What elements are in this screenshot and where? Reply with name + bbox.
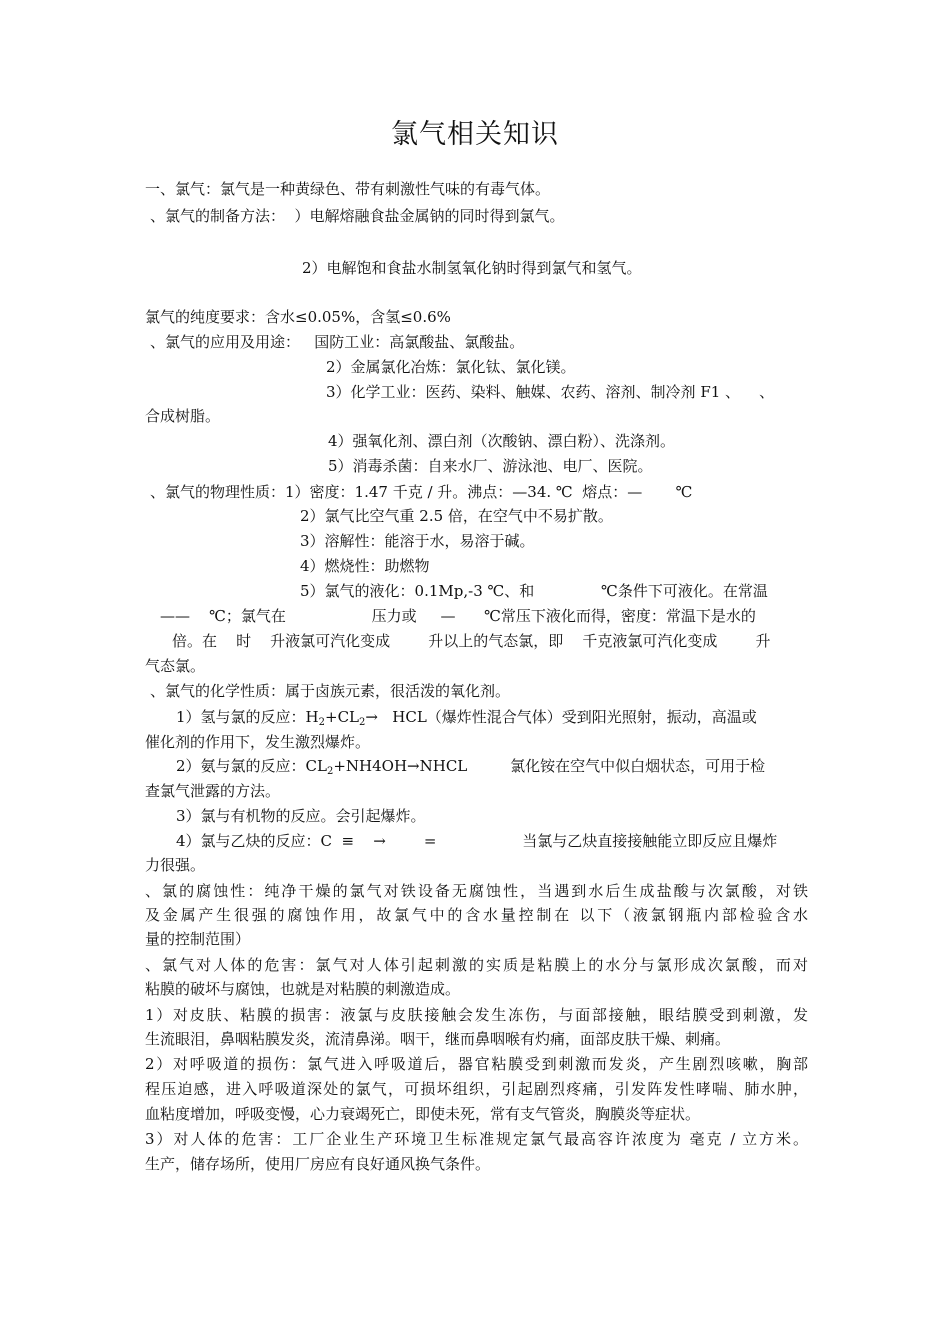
- text-line: 合成树脂。: [145, 407, 221, 425]
- text-line: 、氯气的应用及用途： 国防工业：高氯酸盐、氯酸盐。: [150, 333, 525, 351]
- text-line: 倍。在 时 升液氯可汽化变成 升以上的气态氯，即 千克液氯可汽化变成 升: [172, 632, 771, 650]
- text-line: 及金属产生很强的腐蚀作用，故氯气中的含水量控制在 以下（液氯钢瓶内部检验含水: [145, 906, 808, 924]
- subscript: 2: [326, 766, 334, 777]
- text-line: 氯气的纯度要求：含水≤0.05%，含氢≤0.6%: [145, 308, 451, 326]
- text-line: 1）对皮肤、粘膜的损害：液氯与皮肤接触会发生冻伤，与面部接触，眼结膜受到刺激，发: [145, 1006, 808, 1024]
- text-line: 3）对人体的危害：工厂企业生产环境卫生标准规定氯气最高容许浓度为 毫克 / 立方米。: [145, 1130, 808, 1148]
- text-segment: → HCL（爆炸性混合气体）受到阳光照射，振动，高温或: [365, 708, 757, 726]
- text-line: 2）金属氯化冶炼：氯化钛、氯化镁。: [326, 358, 576, 376]
- reaction-line-ammonia: [176, 755, 765, 777]
- reaction-line-hydrogen: [176, 706, 757, 728]
- text-line: 、氯气的物理性质：1）密度：1.47 千克 / 升。沸点：—34. ℃ 熔点：— ℃: [150, 483, 693, 501]
- text-line: 3）氯与有机物的反应。会引起爆炸。: [176, 807, 426, 825]
- text-line: 生流眼泪，鼻咽粘膜发炎，流清鼻涕。咽干，继而鼻咽喉有灼痛，面部皮肤干燥、刺痛。: [145, 1030, 731, 1048]
- text-line: 一、氯气：氯气是一种黄绿色、带有刺激性气味的有毒气体。: [145, 180, 551, 198]
- text-line: 、氯气的制备方法： ）电解熔融食盐金属钠的同时得到氯气。: [150, 207, 565, 225]
- document-title: 氯气相关知识: [391, 119, 559, 150]
- text-line: 、氯的腐蚀性：纯净干燥的氯气对铁设备无腐蚀性，当遇到水后生成盐酸与次氯酸，对铁: [145, 882, 808, 900]
- text-line: 2）氯气比空气重 2.5 倍，在空气中不易扩散。: [300, 507, 613, 525]
- text-line: 血粘度增加，呼吸变慢，心力衰竭死亡，即使未死，常有支气管炎，胸膜炎等症状。: [145, 1105, 701, 1123]
- text-line: 气态氯。: [145, 657, 206, 675]
- subscript: 2: [318, 717, 326, 728]
- text-line: 查氯气泄露的方法。: [145, 782, 281, 800]
- text-segment: +CL: [325, 708, 360, 726]
- text-line: 2）对呼吸道的损伤：氯气进入呼吸道后，器官粘膜受到刺激而发炎，产生剧烈咳嗽，胸部: [145, 1055, 808, 1073]
- text-line: 3）溶解性：能溶于水，易溶于碱。: [300, 532, 535, 550]
- text-line: 催化剂的作用下，发生激烈爆炸。: [145, 733, 371, 751]
- text-segment: 1）氢与氯的反应：H: [176, 708, 319, 726]
- text-line: 5）消毒杀菌：自来水厂、游泳池、电厂、医院。: [328, 457, 653, 475]
- text-line: 程压迫感，进入呼吸道深处的氯气，可损坏组织，引起剧烈疼痛，引发阵发性哮喘、肺水肿，: [145, 1080, 808, 1098]
- text-line: 5）氯气的液化：0.1Mp,-3 ℃、和 ℃条件下可液化。在常温: [300, 582, 768, 600]
- text-line: 粘膜的破坏与腐蚀，也就是对粘膜的刺激造成。: [145, 980, 461, 998]
- text-segment: +NH4OH→NHCL 氯化铵在空气中似白烟状态，可用于检: [333, 757, 766, 775]
- subscript: 2: [359, 717, 366, 728]
- text-line: 4）强氧化剂、漂白剂（次酸钠、漂白粉）、洗涤剂。: [328, 432, 676, 450]
- text-line: 2）电解饱和食盐水制氢氧化钠时得到氯气和氢气。: [302, 259, 642, 277]
- text-line: 力很强。: [145, 856, 206, 874]
- text-line: 4）燃烧性：助燃物: [300, 557, 430, 575]
- text-line: 、氯气的化学性质：属于卤族元素，很活泼的氧化剂。: [150, 682, 511, 700]
- text-line: 3）化学工业：医药、染料、触媒、农药、溶剂、制冷剂 F1 、 、: [326, 383, 775, 401]
- text-line: 4）氯与乙炔的反应：C ≡ → = 当氯与乙炔直接接触能立即反应且爆炸: [176, 832, 778, 850]
- text-line: 量的控制范围）: [145, 930, 251, 948]
- text-segment: 2）氨与氯的反应：CL: [176, 757, 327, 775]
- text-line: —— ℃；氯气在 压力或 — ℃常压下液化而得，密度：常温下是水的: [160, 607, 756, 625]
- text-line: 、氯气对人体的危害：氯气对人体引起刺激的实质是粘膜上的水分与氯形成次氯酸，而对: [145, 956, 808, 974]
- text-line: 生产，储存场所，使用厂房应有良好通风换气条件。: [145, 1155, 491, 1173]
